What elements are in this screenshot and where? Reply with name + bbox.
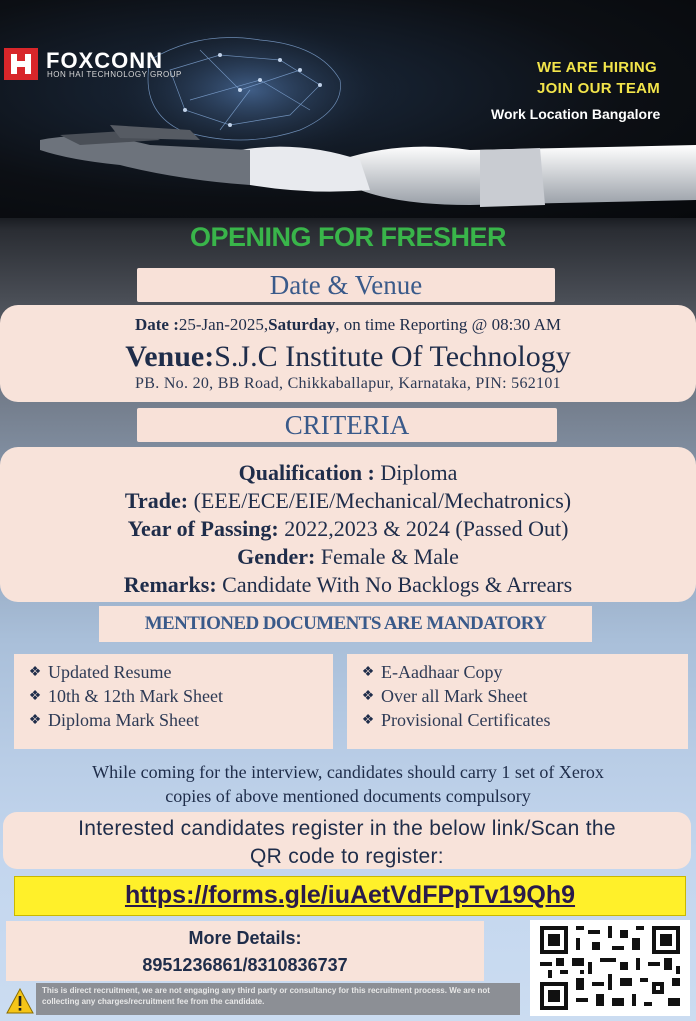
hiring-line-1: WE ARE HIRING	[537, 59, 658, 76]
criteria-value: (EEE/ECE/EIE/Mechanical/Mechatronics)	[188, 488, 572, 513]
date-day: Saturday	[268, 315, 336, 334]
diamond-bullet-icon: ❖	[361, 688, 375, 704]
criteria-value: Diploma	[374, 460, 458, 485]
venue-line	[0, 340, 696, 374]
document-name: Provisional Certificates	[381, 709, 551, 730]
list-item	[22, 660, 223, 684]
register-instructions	[3, 815, 691, 871]
venue-value: S.J.C Institute Of Technology	[214, 340, 571, 373]
criteria-row-trade	[0, 488, 696, 514]
register-line-2: QR code to register:	[250, 845, 444, 868]
list-item	[355, 684, 550, 708]
documents-title: MENTIONED DOCUMENTS ARE MANDATORY	[99, 606, 592, 642]
criteria-label: Gender:	[237, 544, 316, 569]
diamond-bullet-icon: ❖	[28, 712, 42, 728]
xerox-note	[0, 760, 696, 808]
criteria-title: CRITERIA	[137, 408, 557, 442]
reporting-time: , on time Reporting @ 08:30 AM	[335, 315, 561, 334]
brand-name: FOXCONN	[46, 48, 163, 73]
criteria-row-year	[0, 516, 696, 542]
document-name: Updated Resume	[48, 661, 172, 682]
document-name: E-Aadhaar Copy	[381, 661, 503, 682]
list-item	[355, 708, 550, 732]
venue-label: Venue:	[125, 340, 215, 373]
document-name: Diploma Mark Sheet	[48, 709, 199, 730]
criteria-label: Remarks:	[123, 572, 217, 597]
criteria-value: Female & Male	[315, 544, 459, 569]
contact-phones: 8951236861/8310836737	[142, 955, 348, 975]
diamond-bullet-icon: ❖	[28, 688, 42, 704]
hiring-line-2: JOIN OUR TEAM	[537, 80, 661, 97]
date-label: Date :	[134, 315, 179, 334]
brand-subtitle: HON HAI TECHNOLOGY GROUP	[47, 70, 182, 79]
disclaimer-text: This is direct recruitment, we are not engaging any third party or consultancy for this recruitment process. We are not collecting any charges/recruitment fee from the candidate.	[42, 986, 490, 1006]
criteria-label: Trade:	[124, 488, 189, 513]
criteria-row-gender	[0, 544, 696, 570]
details-title: More Details:	[188, 928, 302, 948]
date-line	[0, 315, 696, 335]
warning-icon	[6, 988, 34, 1014]
xerox-note-line-1: While coming for the interview, candidates should carry 1 set of Xerox	[92, 762, 604, 782]
diamond-bullet-icon: ❖	[361, 712, 375, 728]
document-name: Over all Mark Sheet	[381, 685, 528, 706]
criteria-row-qualification	[0, 460, 696, 486]
criteria-row-remarks	[0, 572, 696, 598]
list-item	[22, 684, 223, 708]
venue-address: PB. No. 20, BB Road, Chikkaballapur, Karnataka, PIN: 562101	[135, 375, 561, 392]
xerox-note-line-2: copies of above mentioned documents compulsory	[165, 786, 531, 806]
documents-left-box	[14, 654, 333, 749]
work-location: Work Location Bangalore	[491, 106, 661, 122]
criteria-label: Qualification :	[238, 460, 375, 485]
criteria-value: Candidate With No Backlogs & Arrears	[216, 572, 573, 597]
date-value: 25-Jan-2025,	[178, 315, 269, 334]
date-venue-title: Date & Venue	[137, 268, 555, 302]
criteria-label: Year of Passing:	[127, 516, 279, 541]
list-item	[355, 660, 550, 684]
qr-code[interactable]	[530, 920, 690, 1016]
diamond-bullet-icon: ❖	[361, 664, 375, 680]
criteria-value: 2022,2023 & 2024 (Passed Out)	[278, 516, 569, 541]
registration-link[interactable]: https://forms.gle/iuAetVdFPpTv19Qh9	[124, 881, 576, 909]
register-line-1: Interested candidates register in the below link/Scan the	[78, 817, 616, 840]
diamond-bullet-icon: ❖	[28, 664, 42, 680]
qr-code-icon	[532, 922, 688, 1014]
documents-right-box	[347, 654, 688, 749]
list-item	[22, 708, 223, 732]
headline: OPENING FOR FRESHER	[189, 222, 507, 252]
document-name: 10th & 12th Mark Sheet	[48, 685, 223, 706]
foxconn-logo-mark	[4, 48, 38, 80]
